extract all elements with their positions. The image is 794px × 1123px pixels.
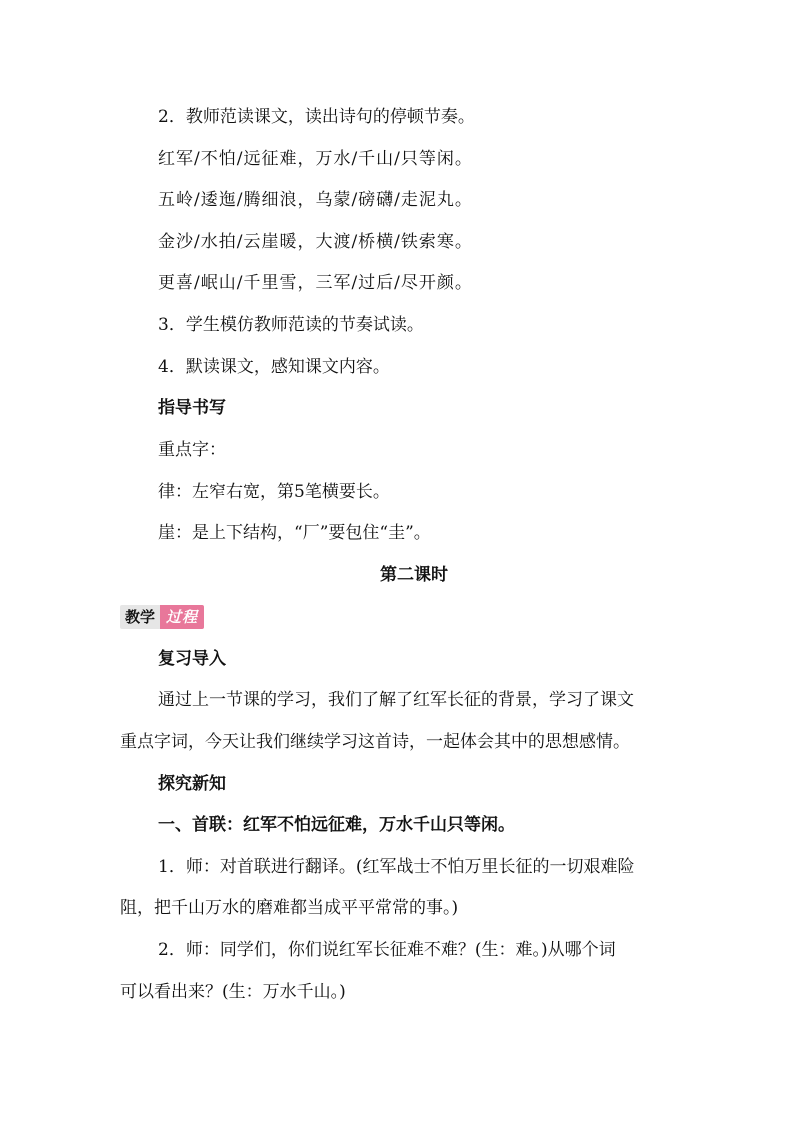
- lesson-two-title: 第二课时: [380, 565, 448, 585]
- explore-new-heading: 探究新知: [158, 774, 226, 794]
- step-3-student-reading: 3．学生模仿教师范读的节奏试读。: [158, 315, 424, 335]
- badge-teaching-label: 教学: [120, 605, 160, 629]
- key-characters-label: 重点字：: [158, 440, 226, 460]
- poem-line-2: 五岭/逶迤/腾细浪，乌蒙/磅礴/走泥丸。: [158, 190, 473, 210]
- character-ya-note: 崖：是上下结构，“厂”要包住“圭”。: [158, 523, 431, 543]
- review-paragraph-line-1: 通过上一节课的学习，我们了解了红军长征的背景，学习了课文: [158, 690, 634, 710]
- item-1-line-2: 阻，把千山万水的磨难都当成平平常常的事。): [120, 898, 459, 918]
- step-2-teacher-reading: 2．教师范读课文，读出诗句的停顿节奏。: [158, 107, 475, 127]
- poem-line-3: 金沙/水拍/云崖暖，大渡/桥横/铁索寒。: [158, 232, 473, 252]
- item-2-line-2: 可以看出来？(生：万水千山。): [120, 982, 346, 1002]
- poem-line-4: 更喜/岷山/千里雪，三军/过后/尽开颜。: [158, 273, 473, 293]
- first-couplet-heading: 一、首联：红军不怕远征难，万水千山只等闲。: [158, 815, 515, 835]
- review-intro-heading: 复习导入: [158, 649, 226, 669]
- review-paragraph-line-2: 重点字词，今天让我们继续学习这首诗，一起体会其中的思想感情。: [120, 732, 630, 752]
- character-lv-note: 律：左窄右宽，第5笔横要长。: [158, 482, 390, 502]
- teaching-process-badge: [120, 605, 204, 629]
- poem-line-1: 红军/不怕/远征难，万水/千山/只等闲。: [158, 149, 473, 169]
- item-2-line-1: 2．师：同学们，你们说红军长征难不难？(生：难。)从哪个词: [158, 940, 616, 960]
- writing-guidance-heading: 指导书写: [158, 398, 226, 418]
- badge-process-label: 过程: [160, 605, 204, 629]
- item-1-line-1: 1．师：对首联进行翻译。(红军战士不怕万里长征的一切艰难险: [158, 857, 635, 877]
- step-4-silent-reading: 4．默读课文，感知课文内容。: [158, 357, 390, 377]
